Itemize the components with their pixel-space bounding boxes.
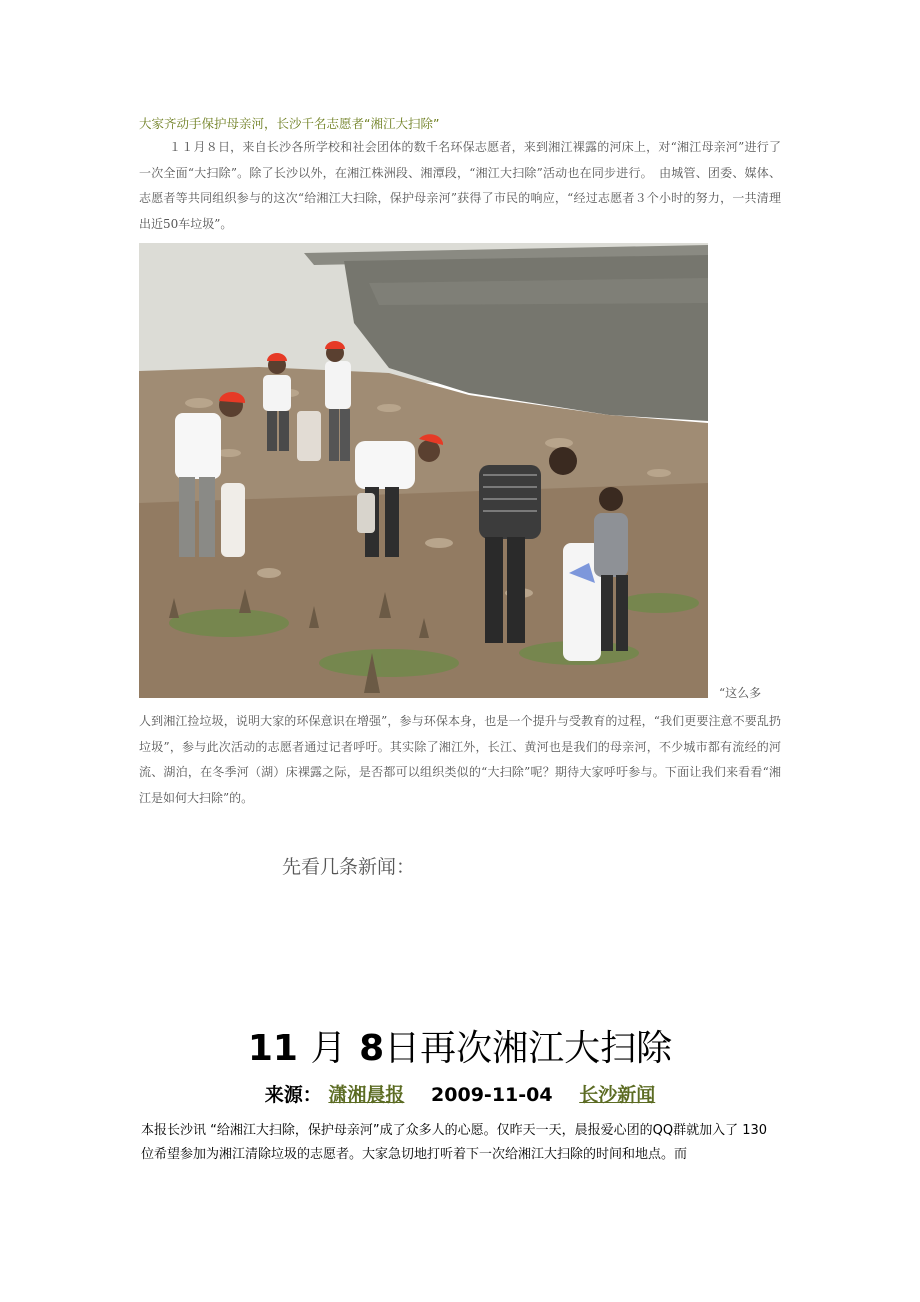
news-body: 本报长沙讯 “给湘江大扫除，保护母亲河”成了众多人的心愿。仅昨天一天，晨报爱心团的QQ群就加入了 130 位希望参加为湘江清除垃圾的志愿者。大家急切地打听着下一次给湘江大扫除的时间和地点。而 [141,1123,768,1162]
article-paragraph-1: １１月８日，来自长沙各所学校和社会团体的数千名环保志愿者，来到湘江裸露的河床上，对“湘江母亲河”进行了一次全面“大扫除”。除了长沙以外，在湘江株洲段、湘潭段，“湘江大扫除”活动也在同步进行。 由城管、团委、媒体、志愿者等共同组织参与的这次“给湘江大扫除，保护母亲河”获得了市民的响应，“经过志愿者３个小时的努力，一共清理出近50车垃圾”。 [139,140,781,231]
title-number-day: 8 [359,1028,385,1069]
title-month-word: 月 [310,1028,347,1069]
news-source-line [0,1080,920,1107]
volunteers-photo [139,243,708,698]
source-link[interactable]: 潇湘晨报 [328,1084,405,1106]
news-subheading: 先看几条新闻： [282,856,416,878]
section-link[interactable]: 长沙新闻 [579,1084,656,1106]
photo-caption-start: “这么多 [719,686,762,700]
news-date: 2009-11-04 [431,1084,553,1106]
article-headline: 大家齐动手保护母亲河，长沙千名志愿者“湘江大扫除” [139,116,440,131]
source-label: 来源： [264,1084,322,1106]
title-rest: 日再次湘江大扫除 [384,1028,673,1069]
title-number-month: 11 [247,1028,298,1069]
news-title [0,1020,920,1071]
article-paragraph-2: 人到湘江捡垃圾，说明大家的环保意识在增强”，参与环保本身，也是一个提升与受教育的过程，“我们更要注意不要乱扔垃圾”，参与此次活动的志愿者通过记者呼吁。其实除了湘江外，长江、黄河也是我们的母亲河，不少城市都有流经的河流、湖泊，在冬季河（湖）床裸露之际，是否都可以组织类似的“大扫除”呢？期待大家呼吁参与。下面让我们来看看“湘江是如何大扫除”的。 [139,714,781,805]
